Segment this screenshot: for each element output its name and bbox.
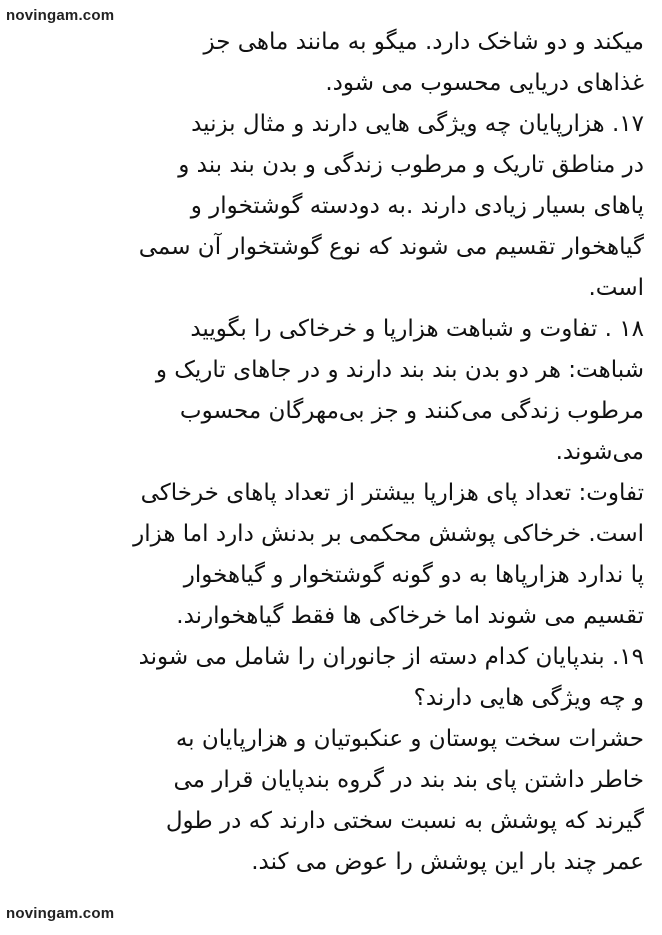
text-line: میکند و دو شاخک دارد. میگو به مانند ماهی جز	[203, 29, 644, 55]
question-19: ۱۹. بندپایان کدام دسته از جانوران را شامل می شوند	[138, 644, 644, 670]
text-line: مرطوب زندگی می‌کنند و جز بی‌مهرگان محسوب	[179, 398, 644, 424]
text-line: در مناطق تاریک و مرطوب زندگی و بدن بند بند و	[178, 152, 644, 178]
text-line: تقسیم می شوند اما خرخاکی ها فقط گیاهخوارند.	[176, 603, 644, 629]
text-line: شباهت: هر دو بدن بند بند دارند و در جاهای تاریک و	[155, 357, 644, 383]
text-line: و چه ویژگی هایی دارند؟	[413, 685, 644, 711]
text-line: پاهای بسیار زیادی دارند .به دودسته گوشتخوار و	[190, 193, 644, 219]
text-line: پا ندارد هزارپاها به دو گونه گوشتخوار و گیاهخوار	[183, 562, 644, 588]
text-line: گیاهخوار تقسیم می شوند که نوع گوشتخوار آن سمی	[138, 234, 644, 260]
text-line: است.	[588, 275, 644, 301]
text-line: است. خرخاکی پوشش محکمی بر بدنش دارد اما هزار	[133, 521, 644, 547]
text-line: می‌شوند.	[555, 439, 644, 465]
text-line: تفاوت: تعداد پای هزارپا بیشتر از تعداد پاهای خرخاکی	[140, 480, 644, 506]
question-17: ۱۷. هزارپایان چه ویژگی هایی دارند و مثال بزنید	[191, 111, 644, 137]
text-line: خاطر داشتن پای بند بند در گروه بندپایان قرار می	[173, 767, 644, 793]
text-line: گیرند که پوشش به نسبت سختی دارند که در طول	[165, 808, 644, 834]
watermark-bottom: novingam.com	[6, 905, 115, 922]
text-line: غذاهای دریایی محسوب می شود.	[325, 70, 644, 96]
question-18: ۱۸ . تفاوت و شباهت هزارپا و خرخاکی را بگویید	[190, 316, 644, 342]
text-line: حشرات سخت پوستان و عنکبوتیان و هزارپایان به	[175, 726, 644, 752]
document-body	[14, 22, 644, 883]
text-line: عمر چند بار این پوشش را عوض می کند.	[251, 849, 644, 875]
watermark-top: novingam.com	[6, 7, 115, 24]
